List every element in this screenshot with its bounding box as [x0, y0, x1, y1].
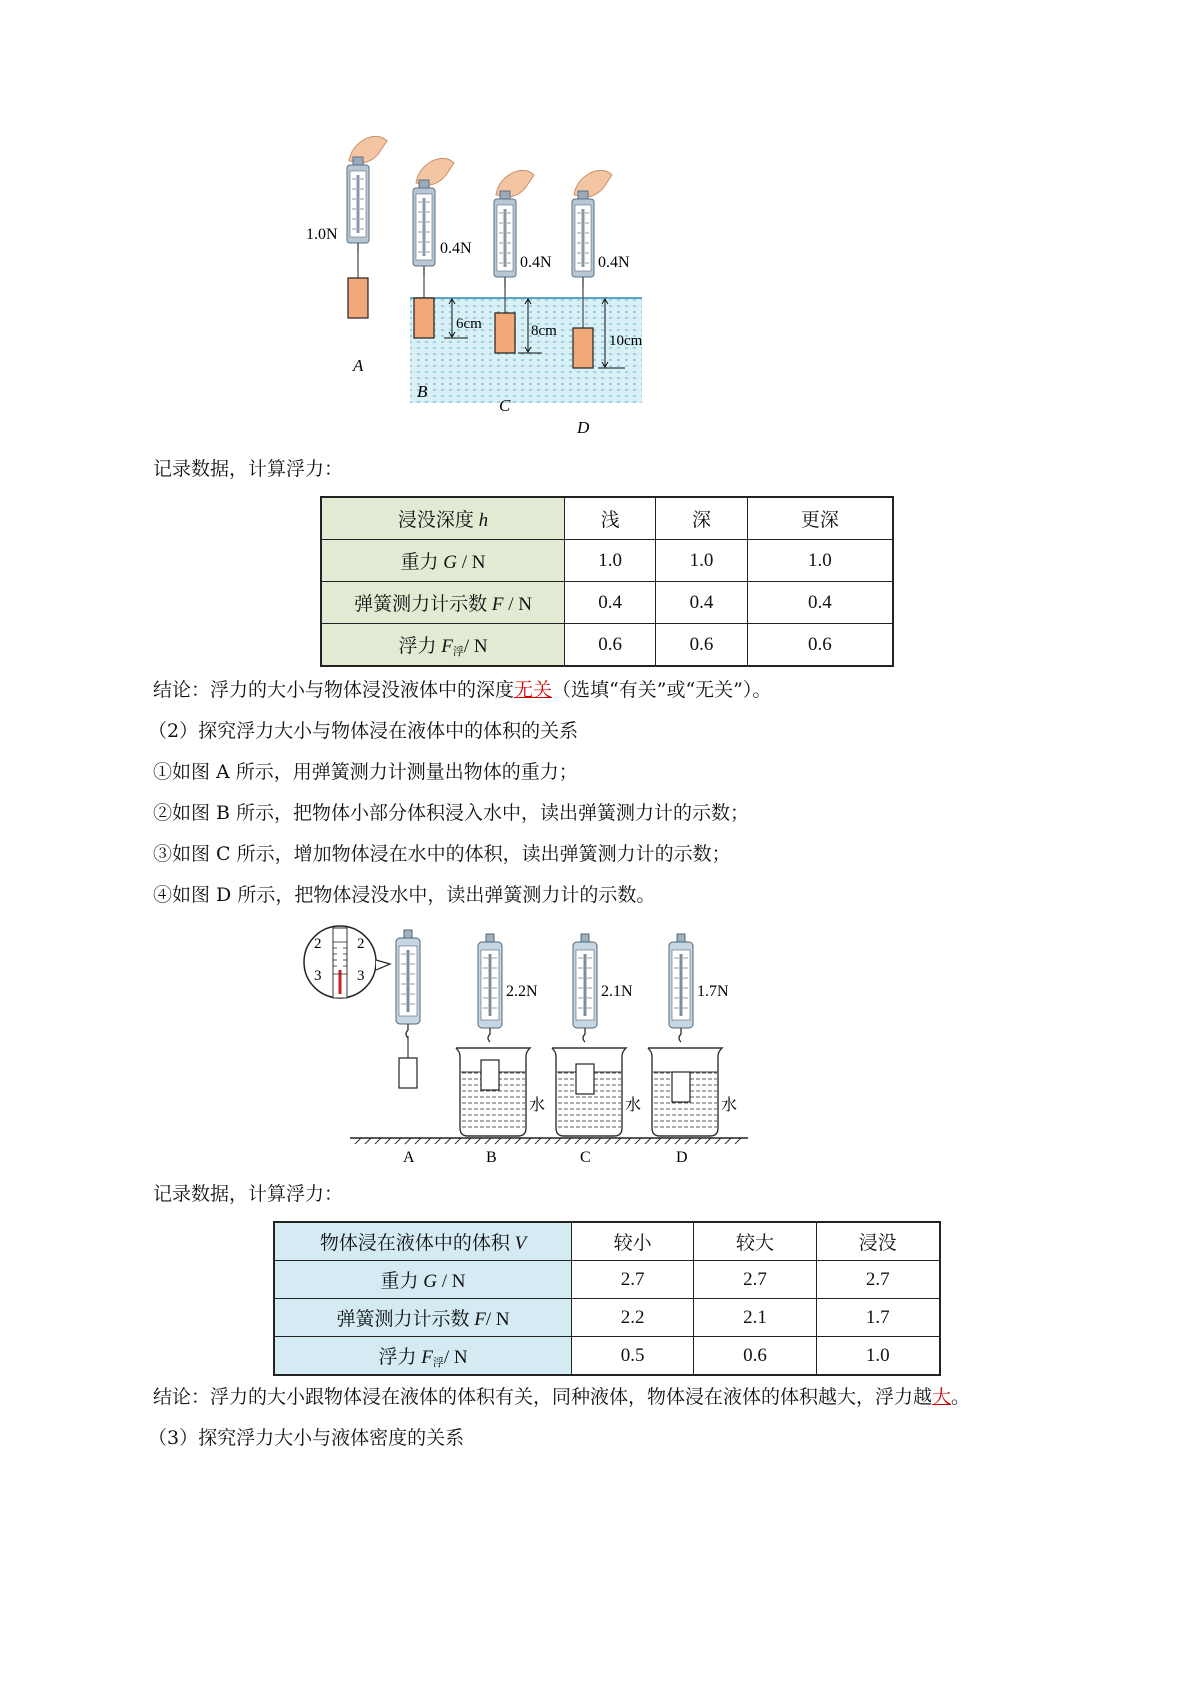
label-a: A: [353, 356, 364, 375]
record-caption-1: 记录数据，计算浮力：: [153, 458, 344, 480]
figure-volume-experiment: [300, 920, 760, 1170]
table-cell: 物体浸在液体中的体积 V: [274, 1222, 572, 1261]
zoom-tick-left-3: 3: [314, 968, 322, 984]
table-cell: 0.4: [565, 582, 656, 624]
table-cell: 0.6: [694, 1337, 816, 1376]
step-2: ②如图 B 所示，把物体小部分体积浸入水中，读出弹簧测力计的示数；: [153, 802, 750, 824]
table-cell: 重力 G / N: [321, 540, 565, 582]
table-cell: 重力 G / N: [274, 1261, 572, 1299]
reading-b: 0.4N: [440, 240, 472, 257]
label-d: D: [577, 418, 590, 437]
depth-10cm: 10cm: [609, 333, 643, 349]
conclusion-1: 结论：浮力的大小与物体浸没液体中的深度无关（选填“有关”或“无关”）。: [153, 679, 772, 701]
step-3: ③如图 C 所示，增加物体浸在水中的体积，读出弹簧测力计的示数；: [153, 843, 731, 865]
table-row: [321, 497, 893, 540]
table-cell: 弹簧测力计示数 F / N: [321, 582, 565, 624]
table-row: [274, 1222, 940, 1261]
table-row: [321, 582, 893, 624]
table-cell: 较大: [694, 1222, 816, 1261]
figure-depth-experiment: [306, 135, 720, 445]
table-cell: 较小: [572, 1222, 694, 1261]
water-label-b: 水: [529, 1097, 546, 1114]
conclusion-2: 结论：浮力的大小跟物体浸在液体的体积有关，同种液体，物体浸在液体的体积越大，浮力越大。: [153, 1386, 971, 1408]
table-cell: 1.0: [816, 1337, 940, 1376]
table-cell: 2.2: [572, 1299, 694, 1337]
label-d: D: [676, 1149, 688, 1166]
volume-data-table: [273, 1221, 941, 1376]
table-cell: 0.5: [572, 1337, 694, 1376]
table-cell: 2.7: [572, 1261, 694, 1299]
table-cell: 浸没深度 h: [321, 497, 565, 540]
table-cell: 0.4: [747, 582, 893, 624]
table-cell: 浮力 $F_浮/$ N: [321, 624, 565, 667]
zoom-tick-right-3: 3: [357, 968, 365, 984]
table-row: [321, 624, 893, 667]
table-cell: 0.4: [656, 582, 747, 624]
answer-blank: 无关: [514, 679, 553, 701]
reading-b: 2.2N: [506, 983, 538, 1000]
table-cell: 2.1: [694, 1299, 816, 1337]
table-cell: 2.7: [816, 1261, 940, 1299]
table-row: [321, 540, 893, 582]
reading-c: 2.1N: [601, 983, 633, 1000]
reading-c: 0.4N: [520, 254, 552, 271]
reading-a: 1.0N: [306, 226, 338, 243]
table-cell: 弹簧测力计示数 F/ N: [274, 1299, 572, 1337]
zoom-tick-right-2: 2: [357, 936, 365, 952]
table-cell: 浸没: [816, 1222, 940, 1261]
table-cell: 2.7: [694, 1261, 816, 1299]
label-c: C: [580, 1149, 591, 1166]
table-cell: 更深: [747, 497, 893, 540]
table-cell: 0.6: [565, 624, 656, 667]
reading-d: 0.4N: [598, 254, 630, 271]
table-cell: 1.0: [747, 540, 893, 582]
table-cell: 深: [656, 497, 747, 540]
label-b: B: [486, 1149, 497, 1166]
table-cell: 1.7: [816, 1299, 940, 1337]
table-cell: 0.6: [747, 624, 893, 667]
table-row: [274, 1337, 940, 1376]
reading-d: 1.7N: [697, 983, 729, 1000]
table-row: [274, 1299, 940, 1337]
zoom-tick-left-2: 2: [314, 936, 322, 952]
zoom-bubble: [304, 926, 390, 998]
depth-data-table: [320, 496, 894, 667]
table-row: [274, 1261, 940, 1299]
water-label-d: 水: [721, 1097, 738, 1114]
depth-8cm: 8cm: [531, 323, 557, 339]
depth-6cm: 6cm: [456, 316, 482, 332]
step-1: ①如图 A 所示，用弹簧测力计测量出物体的重力；: [153, 761, 578, 783]
water-label-c: 水: [625, 1097, 642, 1114]
label-b: B: [417, 382, 428, 401]
label-a: A: [403, 1149, 415, 1166]
table-cell: 1.0: [656, 540, 747, 582]
answer-blank: 大: [932, 1386, 952, 1408]
table-cell: 1.0: [565, 540, 656, 582]
table-cell: 浮力 $F_浮/$ N: [274, 1337, 572, 1376]
record-caption-2: 记录数据，计算浮力：: [153, 1183, 344, 1205]
label-c: C: [499, 396, 511, 415]
table-cell: 浅: [565, 497, 656, 540]
table-cell: 0.6: [656, 624, 747, 667]
section-3-title: （3）探究浮力大小与液体密度的关系: [148, 1427, 465, 1449]
step-4: ④如图 D 所示，把物体浸没水中，读出弹簧测力计的示数。: [153, 884, 656, 906]
section-2-title: （2）探究浮力大小与物体浸在液体中的体积的关系: [148, 720, 579, 742]
